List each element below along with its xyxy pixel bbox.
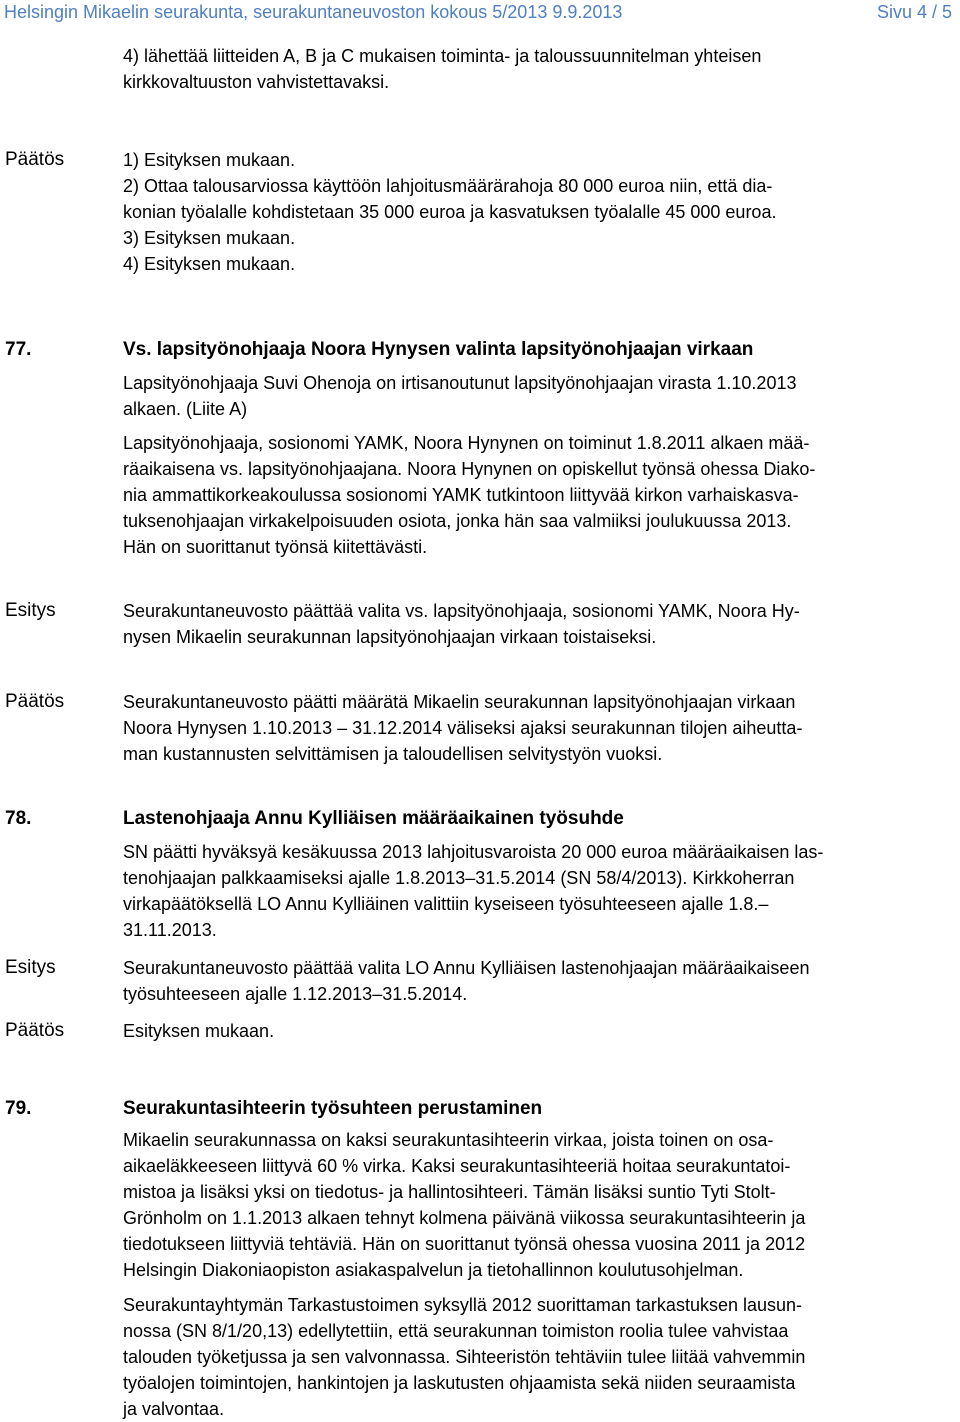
section-78-paatos: Esityksen mukaan.: [123, 1021, 275, 1041]
decision-item-2b: konian työalalle kohdistetaan 35 000 euroa ja kasvatuksen työalalle 45 000 euroa.: [123, 202, 777, 222]
decision-item-3: 3) Esityksen mukaan.: [123, 228, 296, 248]
intro-paragraph: [123, 43, 945, 95]
text-line: Lapsityönohjaaja, sosionomi YAMK, Noora Hynynen on toiminut 1.8.2011 alkaen mää-: [123, 433, 810, 453]
text-line: Seurakuntayhtymän Tarkastustoimen syksyllä 2012 suorittaman tarkastuksen lausun-: [123, 1295, 803, 1315]
section-79-p1: [123, 1127, 945, 1283]
paatos-label: Päätös: [5, 691, 65, 712]
text-line: tiedotukseen liittyviä tehtäviä. Hän on suorittanut työnsä ohessa vuosina 2011 ja 2012: [123, 1234, 806, 1254]
text-line: tuksenohjaajan virkakelpoisuuden osiota, jonka hän saa valmiiksi joulukuussa 2013.: [123, 511, 792, 531]
text-line: Grönholm on 1.1.2013 alkaen tehnyt kolmena päivänä viikossa seurakuntasihteerin ja: [123, 1208, 806, 1228]
decision-item-2a: 2) Ottaa talousarviossa käyttöön lahjoitusmäärärahoja 80 000 euroa niin, että dia-: [123, 176, 773, 196]
text-line: Seurakuntaneuvosto päättää valita LO Annu Kylliäisen lastenohjaajan määräaikaiseen: [123, 958, 810, 978]
section-77-esitys: [123, 598, 945, 650]
section-79-title: Seurakuntasihteerin työsuhteen perustaminen: [123, 1098, 543, 1119]
page-number: Sivu 4 / 5: [876, 2, 952, 22]
text-line: Hän on suorittanut työnsä kiitettävästi.: [123, 537, 428, 557]
section-77-paatos: [123, 689, 945, 767]
text-line: Lapsityönohjaaja Suvi Ohenoja on irtisanoutunut lapsityönohjaajan virasta 1.10.2013: [123, 373, 797, 393]
text-line: talouden työketjussa ja sen valvonnassa. Sihteeristön tehtäviin tulee liitää vahvemmin: [123, 1347, 806, 1367]
paatos-label: Päätös: [5, 1020, 65, 1041]
text-line: virkapäätöksellä LO Annu Kylliäinen valittiin kyseiseen työsuhteeseen ajalle 1.8.–: [123, 894, 769, 914]
decision-item-4: 4) Esityksen mukaan.: [123, 254, 296, 274]
text-line: Seurakuntaneuvosto päätti määrätä Mikaelin seurakunnan lapsityönohjaajan virkaan: [123, 692, 796, 712]
text-line: nia ammattikorkeakoulussa sosionomi YAMK tutkintoon liittyvää kirkon varhaiskasva-: [123, 485, 799, 505]
section-78-title: Lastenohjaaja Annu Kylliäisen määräaikainen työsuhde: [123, 808, 624, 829]
esitys-label: Esitys: [5, 957, 56, 978]
section-79-p2: [123, 1292, 945, 1422]
text-line: työsuhteeseen ajalle 1.12.2013–31.5.2014.: [123, 984, 468, 1004]
esitys-label: Esitys: [5, 600, 56, 621]
text-line: Noora Hynysen 1.10.2013 – 31.12.2014 väliseksi ajaksi seurakunnan tilojen aiheutta-: [123, 718, 803, 738]
text-line: ja valvontaa.: [123, 1399, 225, 1419]
section-77-number: 77.: [5, 339, 32, 360]
section-79-number: 79.: [5, 1098, 32, 1119]
section-78-esitys: [123, 955, 945, 1007]
section-78-number: 78.: [5, 808, 32, 829]
text-line: Mikaelin seurakunnassa on kaksi seurakuntasihteerin virkaa, joista toinen on osa-: [123, 1130, 774, 1150]
decision-label: Päätös: [5, 149, 65, 170]
section-77-p1: [123, 370, 945, 422]
section-78-p1: [123, 839, 945, 943]
section-77-p2: [123, 430, 945, 560]
text-line: 4) lähettää liitteiden A, B ja C mukaisen toiminta- ja taloussuunnitelman yhteisen: [123, 46, 762, 66]
text-line: mistoa ja lisäksi yksi on tiedotus- ja hallintosihteeri. Tämän lisäksi suntio Tyti Stolt-: [123, 1182, 776, 1202]
header-title: Helsingin Mikaelin seurakunta, seurakuntaneuvoston kokous 5/2013 9.9.2013: [4, 2, 623, 22]
text-line: tenohjaajan palkkaamiseksi ajalle 1.8.2013–31.5.2014 (SN 58/4/2013). Kirkkoherran: [123, 868, 795, 888]
text-line: Helsingin Diakoniaopiston asiakaspalvelun ja tietohallinnon koulutusohjelman.: [123, 1260, 744, 1280]
text-line: alkaen. (Liite A): [123, 399, 248, 419]
text-line: nossa (SN 8/1/20,13) edellytettiin, että seurakunnan toimiston roolia tulee vahvistaa: [123, 1321, 789, 1341]
text-line: nysen Mikaelin seurakunnan lapsityönohjaajan virkaan toistaiseksi.: [123, 627, 657, 647]
page-header: [0, 2, 960, 26]
text-line: räaikaisena vs. lapsityönohjaajana. Noora Hynynen on opiskellut työnsä ohessa Diako-: [123, 459, 816, 479]
text-line: Seurakuntaneuvosto päättää valita vs. lapsityönohjaaja, sosionomi YAMK, Noora Hy-: [123, 601, 800, 621]
text-line: aikaeläkkeeseen liittyvä 60 % virka. Kaksi seurakuntasihteeriä hoitaa seurakuntatoi-: [123, 1156, 791, 1176]
text-line: työalojen toimintojen, hankintojen ja laskutusten ohjaamista sekä niiden seuraamista: [123, 1373, 796, 1393]
decision-items: [123, 147, 945, 277]
text-line: 31.11.2013.: [123, 920, 217, 940]
decision-item-1: 1) Esityksen mukaan.: [123, 150, 296, 170]
text-line: kirkkovaltuuston vahvistettavaksi.: [123, 72, 390, 92]
section-77-title: Vs. lapsityönohjaaja Noora Hynysen valinta lapsityönohjaajan virkaan: [123, 339, 754, 360]
text-line: SN päätti hyväksyä kesäkuussa 2013 lahjoitusvaroista 20 000 euroa määräaikaisen las-: [123, 842, 824, 862]
text-line: man kustannusten selvittämisen ja taloudellisen selvitystyön vuoksi.: [123, 744, 663, 764]
